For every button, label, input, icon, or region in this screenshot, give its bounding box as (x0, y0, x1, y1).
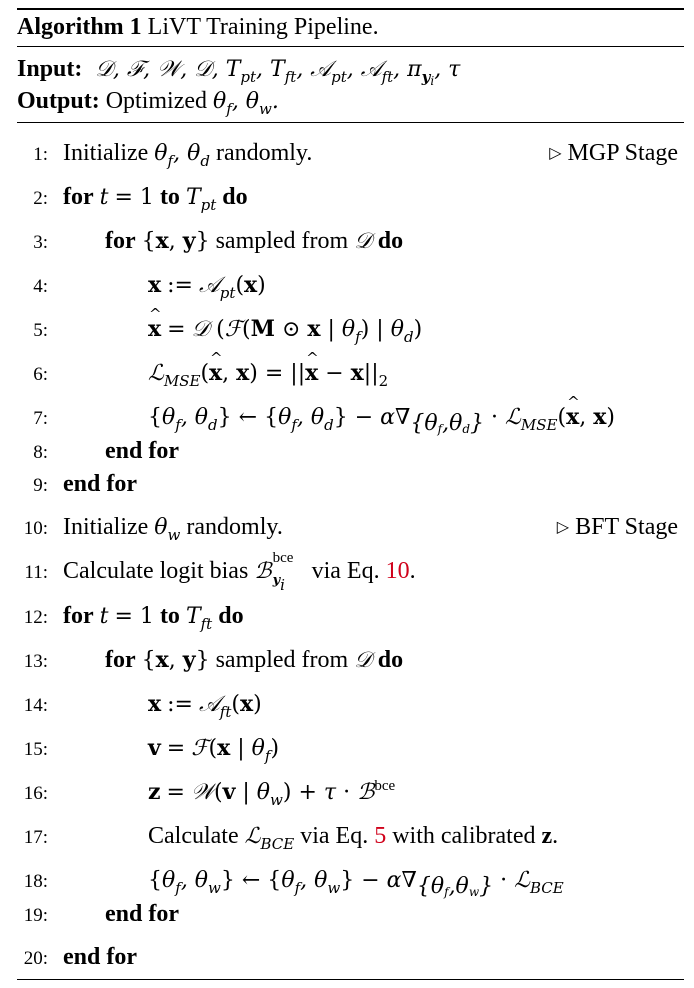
algo-line-1: 1: Initialize $\theta_f$, $\theta_d$ randomly. ▷ MGP Stage (33, 140, 678, 170)
caption-title: LiVT Training Pipeline. (147, 14, 379, 40)
algo-line-10: 10: Initialize $\theta_w$ randomly. ▷ BFT Stage (23, 514, 678, 544)
algorithm-block (17, 0, 684, 988)
algo-line-15: 15: v = ℱ(x | $\theta_f$) (23, 735, 280, 765)
equation-ref-link[interactable]: 5 (374, 823, 387, 849)
algo-line-11: 11: Calculate logit bias ℬ bce $y_i$ via Eq. 10. (24, 550, 416, 594)
algo-line-16: 16: z = 𝒲(v | $\theta_w) + \tau$ · ℬ$^{bce}$ (23, 778, 396, 809)
output-items: $\theta_f$, $\theta_w$. (213, 89, 279, 118)
input-line (17, 56, 461, 88)
algo-line-2: 2: for t = 1 to $T_{pt}$ do (33, 184, 248, 214)
algo-line-9: 9: end for (33, 471, 137, 497)
input-items: 𝒟, ℱ, 𝒲, 𝒟, $T_{pt}$, $T_{ft}$, 𝒜$_{pt}$, 𝒜$_{ft}$, $\pi_{y_i}$, τ (88, 57, 461, 88)
header-rule (17, 122, 684, 123)
algo-line-13: 13: for {x, y} sampled from 𝒟 do (23, 647, 404, 673)
top-rule (17, 8, 684, 10)
algo-line-8: 8: end for (33, 438, 179, 464)
line-number: 1: (33, 144, 48, 165)
stage-comment: ▷ BFT Stage (556, 514, 678, 540)
algo-line-19: 19: end for (23, 901, 179, 927)
algo-line-5: 5: x ^ = 𝒟 (ℱ(M ⊙ x | $\theta_f$) | $\theta_d$) (17, 316, 684, 346)
output-label: Output: (17, 88, 100, 114)
caption-rule (17, 46, 684, 47)
algo-line-12: 12: for t = 1 to $T_{ft}$ do (23, 603, 244, 633)
algorithm-caption (17, 14, 379, 41)
algo-line-20: 20: end for (23, 944, 137, 970)
bottom-rule (17, 979, 684, 980)
algo-line-7: 7: {$\theta_f$, $\theta_d$} ← {$\theta_f$, $\theta_d\} - \alpha\nabla_{\{\theta_f,\theta_d\}}$ · ℒ$_{MSE}$(x ^, x) (17, 404, 684, 434)
algo-line-4: 4: x := 𝒜$_{pt}$(x) (33, 272, 266, 302)
algo-line-6: 6: ℒ$_{MSE}$(x ^, x) = ||x ^ − $x||_2$ (17, 360, 684, 390)
algo-line-17: 17: Calculate ℒ$_{BCE}$ via Eq. 5 with calibrated z. (23, 823, 559, 853)
input-label: Input: (17, 56, 83, 82)
output-text: Optimized (105, 88, 207, 114)
algo-line-18: 18: {$\theta_f$, $\theta_w$} ← {$\theta_f$, $\theta_w\} - \alpha\nabla_{\{\theta_f,\theta_w\}}$ · ℒ$_{BCE}$ (23, 868, 564, 899)
output-line (17, 88, 279, 118)
caption-label: Algorithm 1 (17, 14, 142, 40)
stage-comment: ▷ MGP Stage (549, 140, 678, 166)
equation-ref-link[interactable]: 10 (385, 558, 410, 584)
algo-line-3: 3: for {x, y} sampled from 𝒟 do (33, 228, 404, 254)
algo-line-14: 14: x := 𝒜$_{ft}$(x) (23, 691, 262, 721)
